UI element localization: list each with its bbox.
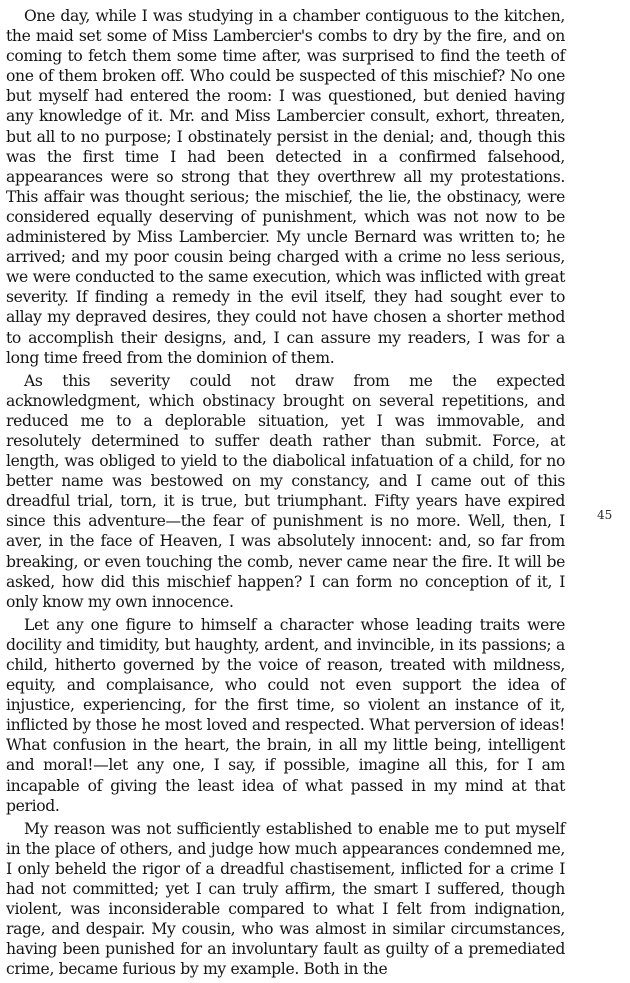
paragraph: As this severity could not draw from me the expected acknowledgment, which obstinacy brought on several repetitions, and reduced me to a deplorable situation, yet I was immovable, and resolutely determined to suffer death rather than submit. Force, at length, was obliged to yield to the diabolical infatuation of a child, for no better name was bestowed on my constancy, and I came out of this dreadful trial, torn, it is true, but triumphant. Fifty years have expired since this adventure—the fear of punishment is no more. Well, then, I aver, in the face of Heaven, I was absolutely innocent: and, so far from breaking, or even touching the comb, never came near the fire. It will be asked, how did this mischief happen? I can form no conception of it, I only know my own innocence. — [6, 371, 565, 611]
body-text — [6, 6, 565, 983]
paragraph: Let any one figure to himself a character whose leading traits were docility and timidity, but haughty, ardent, and invincible, in its passions; a child, hitherto governed by the voice of reason, treated with mildness, equity, and complaisance, who could not even support the idea of injustice, experiencing, for the first time, so violent an instance of it, inflicted by those he most loved and respected. What perversion of ideas! What confusion in the heart, the brain, in all my little being, intelligent and moral!—let any one, I say, if possible, imagine all this, for I am incapable of giving the least idea of what passed in my mind at that period. — [6, 615, 565, 815]
paragraph: One day, while I was studying in a chamber contiguous to the kitchen, the maid set some of Miss Lambercier's combs to dry by the fire, and on coming to fetch them some time after, was surprised to find the teeth of one of them broken off. Who could be suspected of this mischief? No one but myself had entered the room: I was questioned, but denied having any knowledge of it. Mr. and Miss Lambercier consult, exhort, threaten, but all to no purpose; I obstinately persist in the denial; and, though this was the first time I had been detected in a confirmed falsehood, appearances were so strong that they overthrew all my protestations. This affair was thought serious; the mischief, the lie, the obstinacy, were considered equally deserving of punishment, which was not now to be administered by Miss Lambercier. My uncle Bernard was written to; he arrived; and my poor cousin being charged with a crime no less serious, we were conducted to the same execution, which was inflicted with great severity. If finding a remedy in the evil itself, they had sought ever to allay my depraved desires, they could not have chosen a shorter method to accomplish their designs, and, I can assure my readers, I was for a long time freed from the dominion of them. — [6, 7, 565, 367]
paragraph: My reason was not sufficiently established to enable me to put myself in the place of others, and judge how much appearances condemned me, I only beheld the rigor of a dreadful chastisement, inflicted for a crime I had not committed; yet I can truly affirm, the smart I suffered, though violent, was inconsiderable compared to what I felt from indignation, rage, and despair. My cousin, who was almost in similar circumstances, having been punished for an involuntary fault as guilty of a premediated crime, became furious by my example. Both in the — [6, 819, 565, 979]
page-number: 45 — [597, 508, 613, 522]
